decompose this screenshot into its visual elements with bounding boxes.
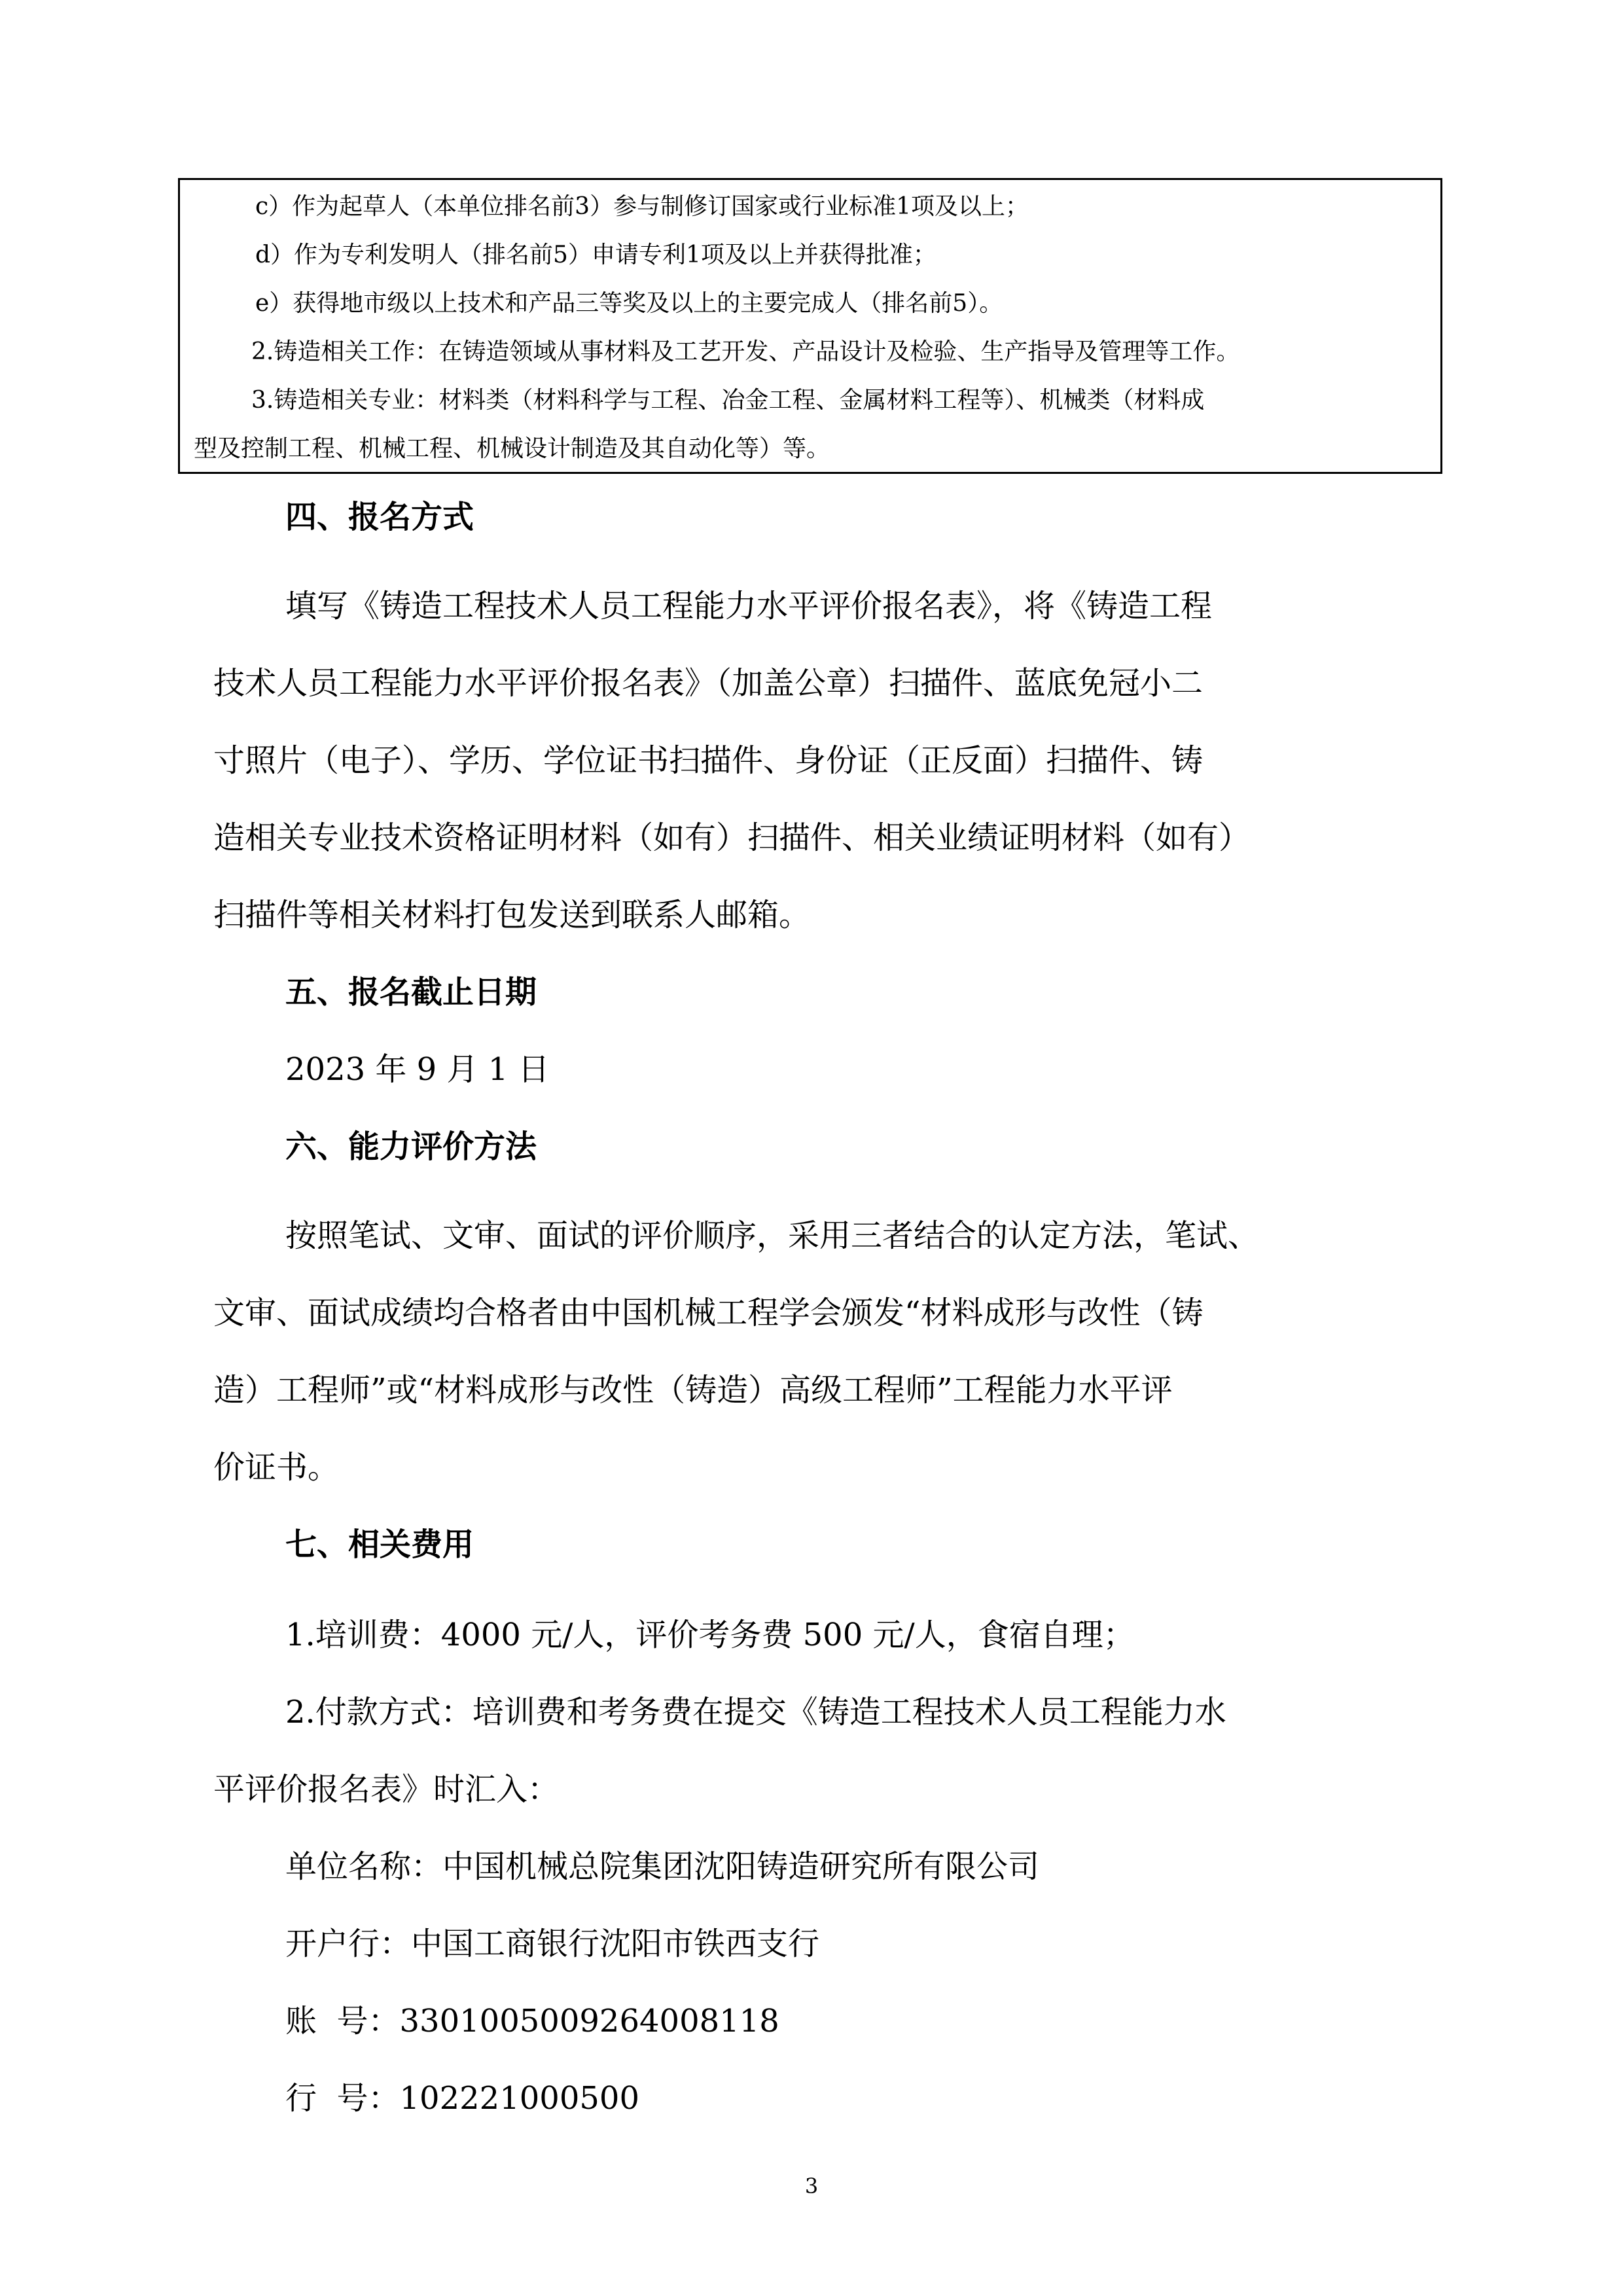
box-line-e: e）获得地市级以上技术和产品三等奖及以上的主要完成人（排名前5）。 bbox=[255, 290, 1003, 317]
paragraph-line: 扫描件等相关材料打包发送到联系人邮箱。 bbox=[213, 897, 811, 933]
bank-name: 开户行：中国工商银行沈阳市铁西支行 bbox=[285, 1926, 820, 1962]
company-name: 单位名称：中国机械总院集团沈阳铸造研究所有限公司 bbox=[285, 1848, 1040, 1885]
section-heading-deadline: 五、报名截止日期 bbox=[285, 974, 537, 1011]
fee-item-payment-cont: 平评价报名表》时汇入： bbox=[213, 1771, 560, 1808]
box-line-d: d）作为专利发明人（排名前5）申请专利1项及以上并获得批准； bbox=[255, 242, 936, 268]
box-line-c: c）作为起草人（本单位排名前3）参与制修订国家或行业标准1项及以上； bbox=[255, 193, 1029, 220]
bank-code: 行 号：102221000500 bbox=[285, 2080, 639, 2117]
deadline-date: 2023 年 9 月 1 日 bbox=[285, 1051, 550, 1088]
box-line-related-major-cont: 型及控制工程、机械工程、机械设计制造及其自动化等）等。 bbox=[194, 435, 830, 462]
paragraph-line: 填写《铸造工程技术人员工程能力水平评价报名表》，将《铸造工程 bbox=[285, 588, 1213, 624]
paragraph-line: 价证书。 bbox=[213, 1449, 340, 1486]
box-line-related-major: 3.铸造相关专业：材料类（材料科学与工程、冶金工程、金属材料工程等）、机械类（材料成 bbox=[251, 387, 1205, 414]
fee-item-training: 1.培训费：4000 元/人，评价考务费 500 元/人，食宿自理； bbox=[285, 1617, 1135, 1653]
section-heading-registration: 四、报名方式 bbox=[285, 499, 474, 535]
section-heading-evaluation: 六、能力评价方法 bbox=[285, 1128, 537, 1165]
paragraph-line: 技术人员工程能力水平评价报名表》（加盖公章）扫描件、蓝底免冠小二 bbox=[213, 665, 1204, 702]
paragraph-line: 寸照片（电子）、学历、学位证书扫描件、身份证（正反面）扫描件、铸 bbox=[213, 742, 1204, 779]
paragraph-line: 文审、面试成绩均合格者由中国机械工程学会颁发“材料成形与改性（铸 bbox=[213, 1295, 1204, 1331]
box-line-related-work: 2.铸造相关工作：在铸造领域从事材料及工艺开发、产品设计及检验、生产指导及管理等工作。 bbox=[251, 338, 1240, 365]
paragraph-line: 按照笔试、文审、面试的评价顺序，采用三者结合的认定方法，笔试、 bbox=[285, 1217, 1260, 1254]
fee-item-payment: 2.付款方式：培训费和考务费在提交《铸造工程技术人员工程能力水 bbox=[285, 1694, 1226, 1731]
page-number: 3 bbox=[804, 2174, 819, 2198]
section-heading-fees: 七、相关费用 bbox=[285, 1526, 474, 1563]
paragraph-line: 造相关专业技术资格证明材料（如有）扫描件、相关业绩证明材料（如有） bbox=[213, 819, 1251, 856]
paragraph-line: 造）工程师”或“材料成形与改性（铸造）高级工程师”工程能力水平评 bbox=[213, 1372, 1173, 1408]
account-number: 账 号：3301005009264008118 bbox=[285, 2003, 779, 2039]
requirements-box bbox=[178, 178, 1442, 474]
